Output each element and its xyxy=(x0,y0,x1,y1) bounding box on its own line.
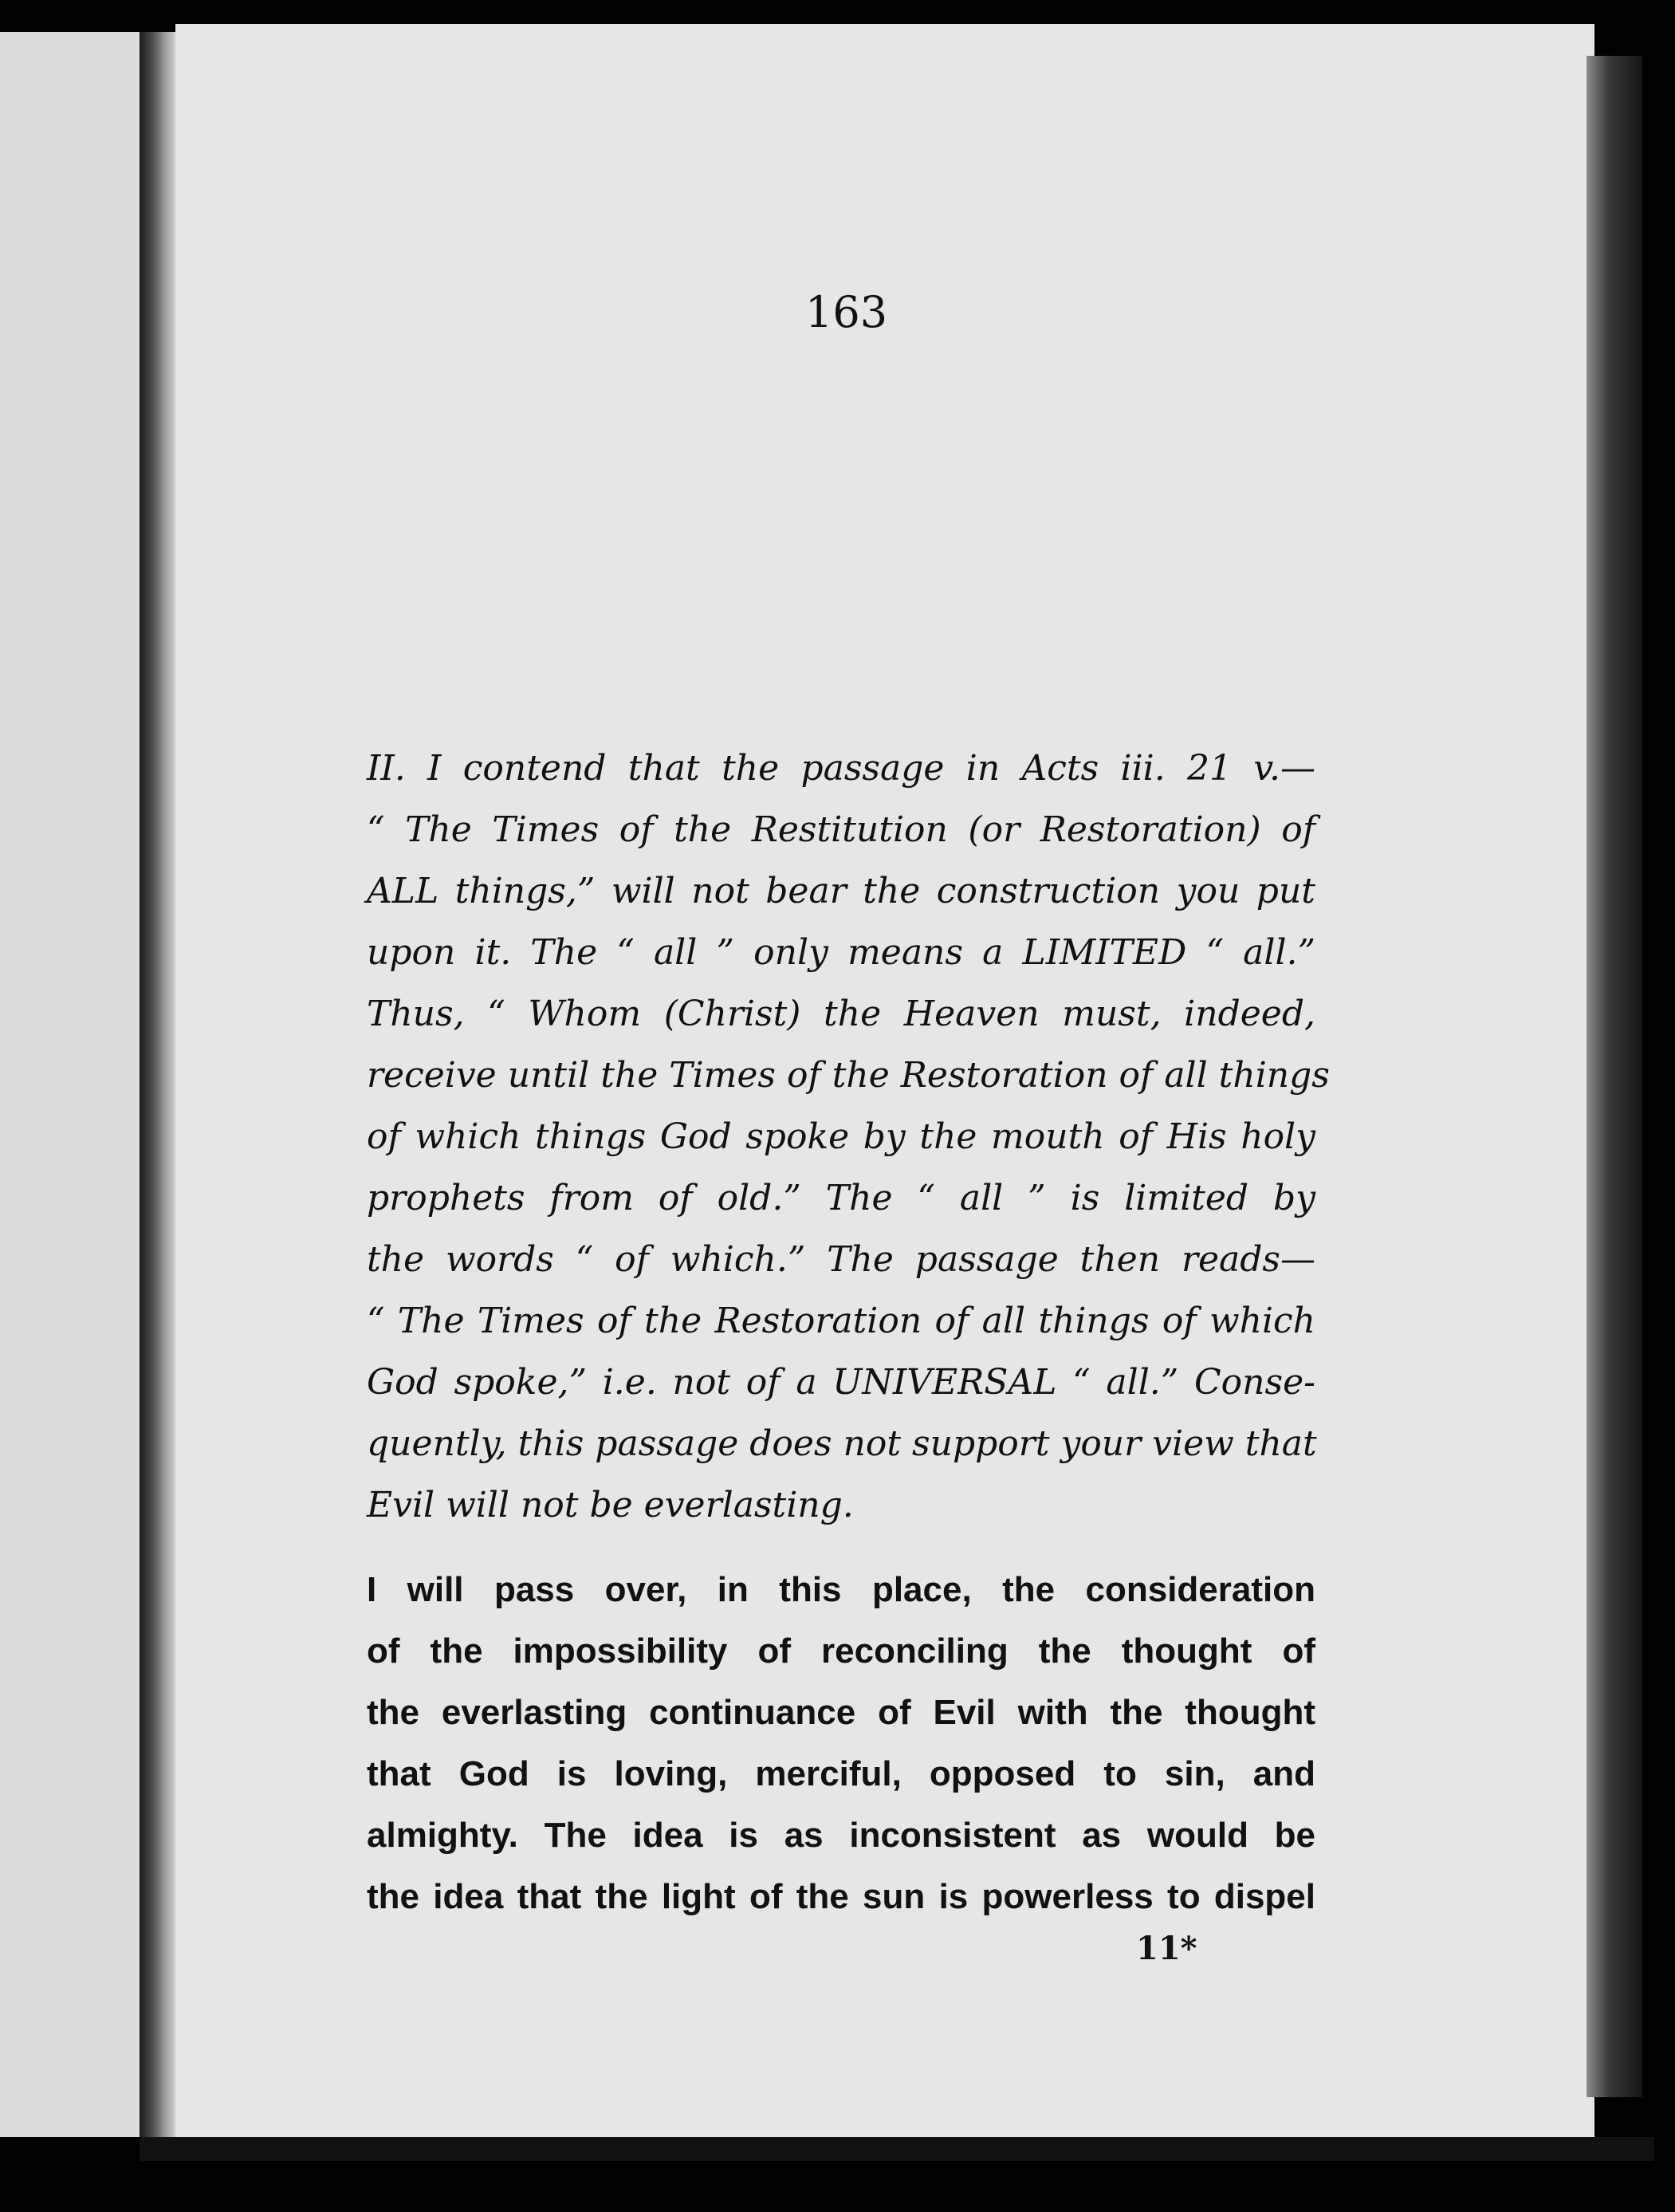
text-line: that God is loving, merciful, opposed to sin, and xyxy=(367,1754,1315,1793)
italic-paragraph xyxy=(367,738,1330,1536)
left-page-edge xyxy=(0,32,140,2137)
book-gutter xyxy=(140,32,175,2153)
signature-mark: 11* xyxy=(1136,1930,1197,1967)
text-line: Evil will not be everlasting. xyxy=(367,1485,854,1525)
text-line: the everlasting continuance of Evil with the thought xyxy=(367,1693,1315,1732)
text-line: “ The Times of the Restoration of all things of which xyxy=(367,1301,1315,1341)
text-line: the idea that the light of the sun is powerless to dispel xyxy=(367,1877,1315,1916)
text-line: receive until the Times of the Restoration of all things xyxy=(367,1055,1330,1096)
text-line: prophets from of old.” The “ all ” is limited by xyxy=(367,1178,1315,1218)
text-line: II. I contend that the passage in Acts iii. 21 v.— xyxy=(367,748,1315,789)
text-line: I will pass over, in this place, the consideration xyxy=(367,1570,1315,1609)
text-line: almighty. The idea is as inconsistent as would be xyxy=(367,1816,1315,1855)
text-line: the words “ of which.” The passage then reads— xyxy=(367,1239,1315,1280)
text-line: upon it. The “ all ” only means a LIMITED “ all.” xyxy=(367,932,1315,973)
text-line: quently, this passage does not support your view that xyxy=(367,1423,1317,1464)
bottom-page-edge xyxy=(140,2137,1654,2161)
text-line: ALL things,” will not bear the construction you put xyxy=(367,871,1315,911)
text-line: of which things God spoke by the mouth of His holy xyxy=(367,1116,1315,1157)
text-line: Thus, “ Whom (Christ) the Heaven must, indeed, xyxy=(367,994,1315,1034)
page-number: 163 xyxy=(805,287,888,337)
text-line: God spoke,” i.e. not of a UNIVERSAL “ all.” Conse- xyxy=(367,1362,1315,1403)
right-page-edge xyxy=(1587,56,1642,2097)
text-line: “ The Times of the Restitution (or Restoration) of xyxy=(367,809,1315,850)
roman-paragraph xyxy=(367,1559,1315,1927)
text-line: of the impossibility of reconciling the thought of xyxy=(367,1631,1315,1671)
